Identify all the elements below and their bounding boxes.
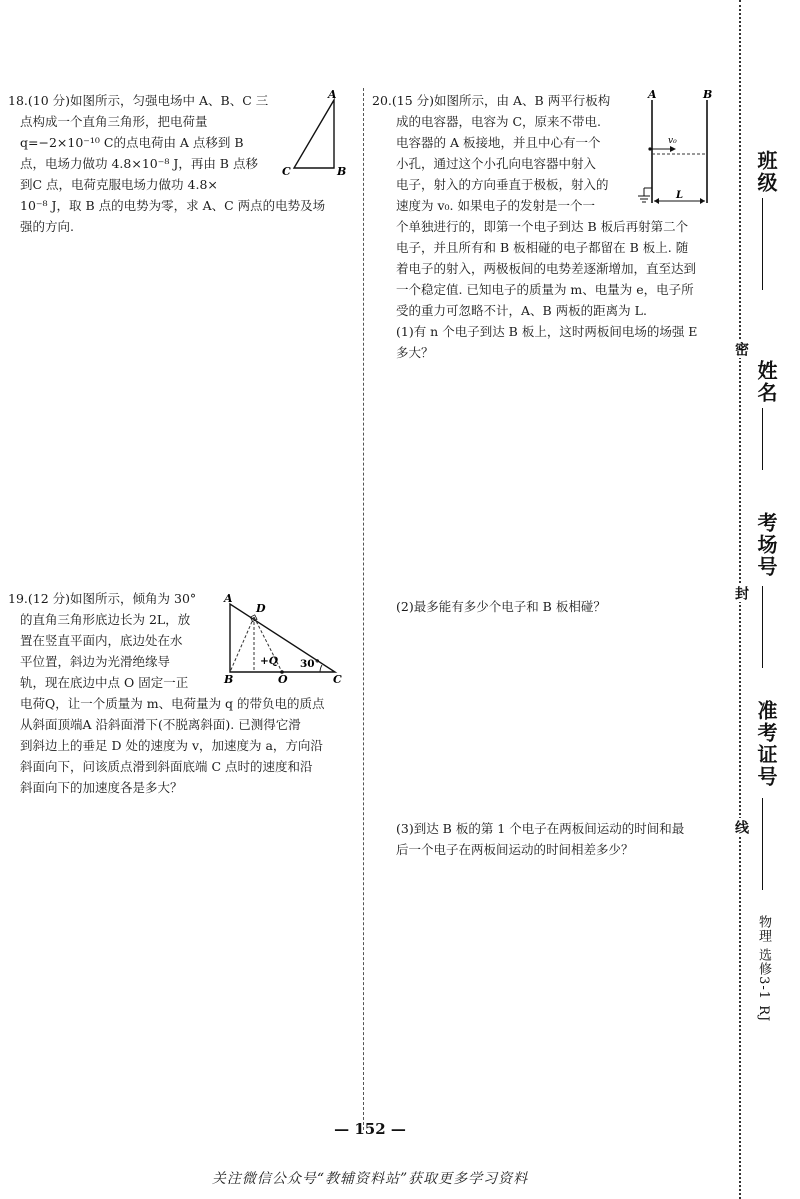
seal-char-feng: 封 — [733, 586, 749, 600]
q20-line-5: 电子，射入的方向垂直于极板，射入的 — [396, 177, 609, 192]
q18-label-c: C — [282, 165, 291, 178]
q20-capacitor-figure — [632, 88, 722, 213]
seal-char-mi: 密 — [733, 342, 749, 356]
seal-char-xian: 线 — [733, 820, 749, 834]
q20-line-1: 20.(15 分)如图所示，由 A、B 两平行板构 — [372, 93, 611, 108]
q20-sub3-line-1: (3)到达 B 板的第 1 个电子在两板间运动的时间和最 — [396, 821, 685, 836]
q20-line-10: 一个稳定值. 已知电子的质量为 m、电量为 e，电子所 — [396, 282, 694, 297]
q20-sub1-line-2: 多大？ — [396, 345, 434, 360]
q19-line-1: 19.(12 分)如图所示，倾角为 30° — [8, 591, 197, 606]
q18-line-6: 10⁻⁸ J，取 B 点的电势为零，求 A、C 两点的电势及场 — [20, 198, 326, 213]
name-blank-line — [762, 408, 763, 470]
q20-line-7: 个单独进行的，即第一个电子到达 B 板后再射第二个 — [396, 219, 689, 234]
q20-line-8: 电子，并且所有和 B 板相碰的电子都留在 B 板上. 随 — [396, 240, 689, 255]
subject-label: 物理 选修3-1 RJ — [756, 915, 771, 1023]
q18-label-b: B — [337, 165, 347, 178]
q19-line-2: 的直角三角形底边长为 2L，放 — [20, 612, 191, 627]
q18-line-7: 强的方向. — [20, 219, 74, 234]
q20-line-3: 电容器的 A 板接地，并且中心有一个 — [396, 135, 601, 150]
name-label: 姓名 — [754, 360, 778, 404]
column-divider — [363, 88, 364, 1130]
page-number: — 152 — — [334, 1120, 406, 1138]
q20-label-b: B — [703, 88, 713, 101]
q20-label-v0: v₀ — [668, 136, 677, 146]
exam-room-blank-line — [762, 586, 763, 668]
class-blank-line — [762, 198, 763, 290]
q20-line-11: 受的重力可忽略不计，A、B 两板的距离为 L. — [396, 303, 647, 318]
footer-note: 关注微信公众号“教辅资料站”获取更多学习资料 — [211, 1171, 529, 1187]
q18-triangle-figure — [282, 88, 352, 180]
q18-label-a: A — [328, 88, 337, 101]
q19-label-q: +Q — [260, 655, 278, 667]
q20-sub3-line-2: 后一个电子在两板间运动的时间相差多少？ — [396, 842, 634, 857]
q18-line-3: q=−2×10⁻¹⁰ C的点电荷由 A 点移到 B — [20, 135, 244, 150]
q20-line-9: 着电子的射入，两极板间的电势差逐渐增加，直至达到 — [396, 261, 697, 276]
q19-label-b: B — [224, 673, 234, 684]
q19-line-6: 电荷Q，让一个质量为 m、电荷量为 q 的带负电的质点 — [20, 696, 325, 711]
q18-line-5: 到C 点，电荷克服电场力做功 4.8× — [20, 177, 218, 192]
q19-label-a: A — [224, 592, 233, 605]
q20-sub2-line: (2)最多能有多少个电子和 B 板相碰？ — [396, 599, 606, 614]
q19-line-7: 从斜面顶端A 沿斜面滑下(不脱离斜面). 已测得它滑 — [20, 717, 301, 732]
q19-line-8: 到斜边上的垂足 D 处的速度为 v，加速度为 a，方向沿 — [20, 738, 323, 753]
q19-label-angle: 30° — [300, 658, 320, 670]
question-20-sub2 — [396, 596, 726, 617]
class-label: 班级 — [754, 150, 778, 194]
q19-line-9: 斜面向下，问该质点滑到斜面底端 C 点时的速度和沿 — [20, 759, 313, 774]
q18-line-4: 点，电场力做功 4.8×10⁻⁸ J，再由 B 点移 — [20, 156, 258, 171]
exam-id-label: 准考证号 — [754, 700, 778, 788]
exam-id-blank-line — [762, 798, 763, 890]
q19-incline-figure — [220, 592, 350, 684]
q20-label-l: L — [676, 190, 684, 201]
q20-line-6: 速度为 v₀. 如果电子的发射是一个一 — [396, 198, 595, 213]
q20-line-2: 成的电容器，电容为 C，原来不带电. — [396, 114, 602, 129]
q18-line-2: 点构成一个直角三角形，把电荷量 — [20, 114, 208, 129]
q20-sub1-line-1: (1)有 n 个电子到达 B 板上，这时两板间电场的场强 E — [396, 324, 698, 339]
q19-line-10: 斜面向下的加速度各是多大？ — [20, 780, 183, 795]
q19-label-d: D — [256, 602, 266, 615]
exam-room-label: 考场号 — [754, 512, 778, 578]
question-20-sub3 — [396, 818, 726, 860]
q19-label-o: O — [278, 673, 288, 684]
q19-line-5: 轨，现在底边中点 O 固定一正 — [20, 675, 189, 690]
q19-line-3: 置在竖直平面内，底边处在水 — [20, 633, 183, 648]
q19-label-c: C — [333, 673, 342, 684]
question-18 — [8, 90, 326, 237]
q18-line-1: 18.(10 分)如图所示，匀强电场中 A、B、C 三 — [8, 93, 269, 108]
q20-label-a: A — [648, 88, 657, 101]
q20-line-4: 小孔，通过这个小孔向电容器中射入 — [396, 156, 597, 171]
q19-line-4: 平位置，斜边为光滑绝缘导 — [20, 654, 171, 669]
